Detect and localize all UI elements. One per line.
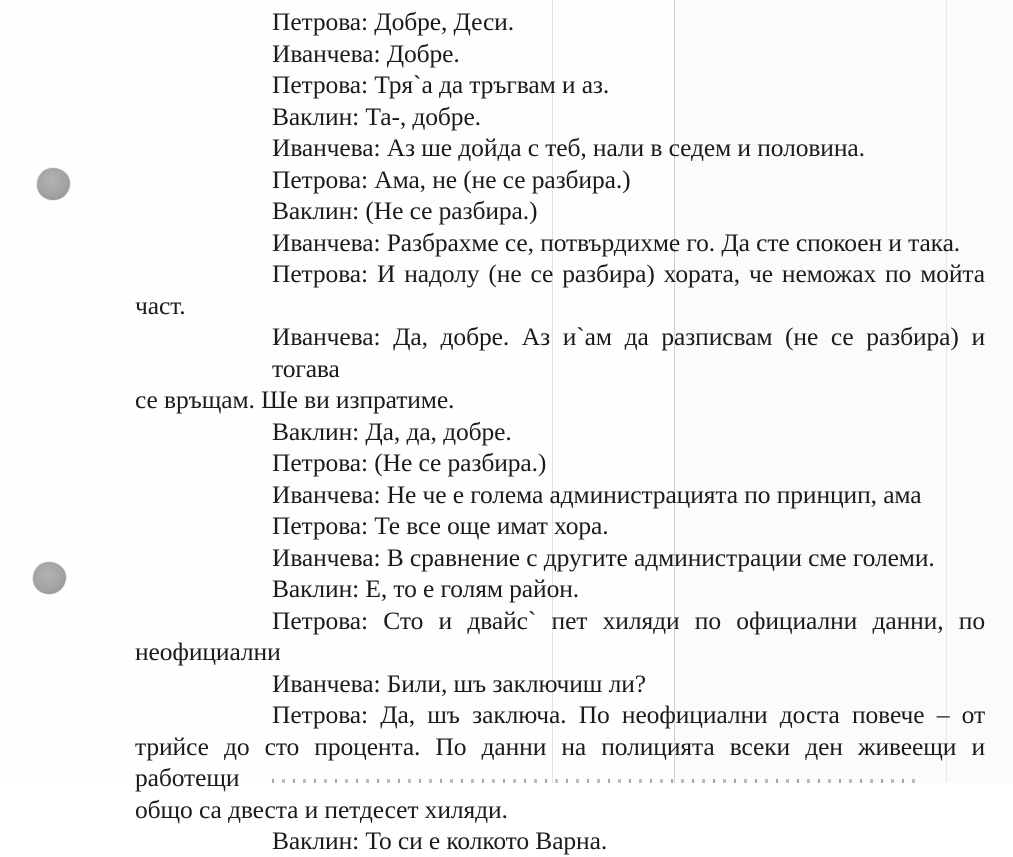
- transcript-line: Иванчева: Аз ше дойда с теб, нали в седем и половина.: [272, 133, 865, 162]
- transcript-line: Иванчева: Разбрахме се, потвърдихме го. Да сте спокоен и така.: [272, 227, 961, 257]
- cutoff-line-fragments: [272, 779, 920, 783]
- punch-hole: [37, 168, 70, 200]
- transcript-text: [135, 6, 985, 857]
- transcript-line: Иванчева: Да, добре. Аз и`ам да разписвам (не се разбира) и тогава: [272, 322, 985, 383]
- transcript-line: Иванчева: Били, шъ заключиш ли?: [272, 668, 646, 698]
- transcript-line: Ваклин: Та-, добре.: [272, 101, 481, 131]
- transcript-line: Ваклин: То си е колкото Варна.: [272, 826, 608, 855]
- transcript-line: Петрова: Те все още имат хора.: [272, 511, 609, 540]
- transcript-line: Петрова: И надолу (не се разбира) хората, че неможах по мойта: [272, 259, 985, 288]
- transcript-line: общо са двеста и петдесет хиляди.: [135, 794, 508, 824]
- transcript-line: Иванчева: Не че е голема администрацията по принцип, ама: [272, 479, 922, 509]
- transcript-line: част.: [135, 290, 186, 320]
- transcript-line: Ваклин: (Не се разбира.): [272, 196, 538, 225]
- transcript-line: Петрова: Добре, Деси.: [272, 7, 515, 36]
- transcript-line: Иванчева: Добре.: [272, 38, 460, 68]
- transcript-line: неофициални: [135, 637, 281, 666]
- transcript-line: Петрова: Тря`а да тръгвам и аз.: [272, 70, 610, 99]
- transcript-line: Ваклин: Да, да, добре.: [272, 416, 512, 446]
- transcript-line: се връщам. Ше ви изпратиме.: [135, 385, 455, 414]
- punch-hole: [33, 562, 66, 594]
- transcript-line: Петрова: (Не се разбира.): [272, 448, 547, 477]
- transcript-line: Петрова: Да, шъ заключа. По неофициални доста повече – от: [272, 700, 985, 729]
- transcript-line: Ваклин: Е, то е голям район.: [272, 574, 580, 603]
- transcript-line: трийсе до сто процента. По данни на полицията всеки ден живеещи и работещи: [135, 731, 985, 792]
- transcript-line: Петрова: Сто и двайс` пет хиляди по официални данни, по: [272, 605, 985, 635]
- transcript-line: Иванчева: В сравнение с другите администрации сме големи.: [272, 542, 935, 572]
- transcript-line: Петрова: Ама, не (не се разбира.): [272, 164, 631, 194]
